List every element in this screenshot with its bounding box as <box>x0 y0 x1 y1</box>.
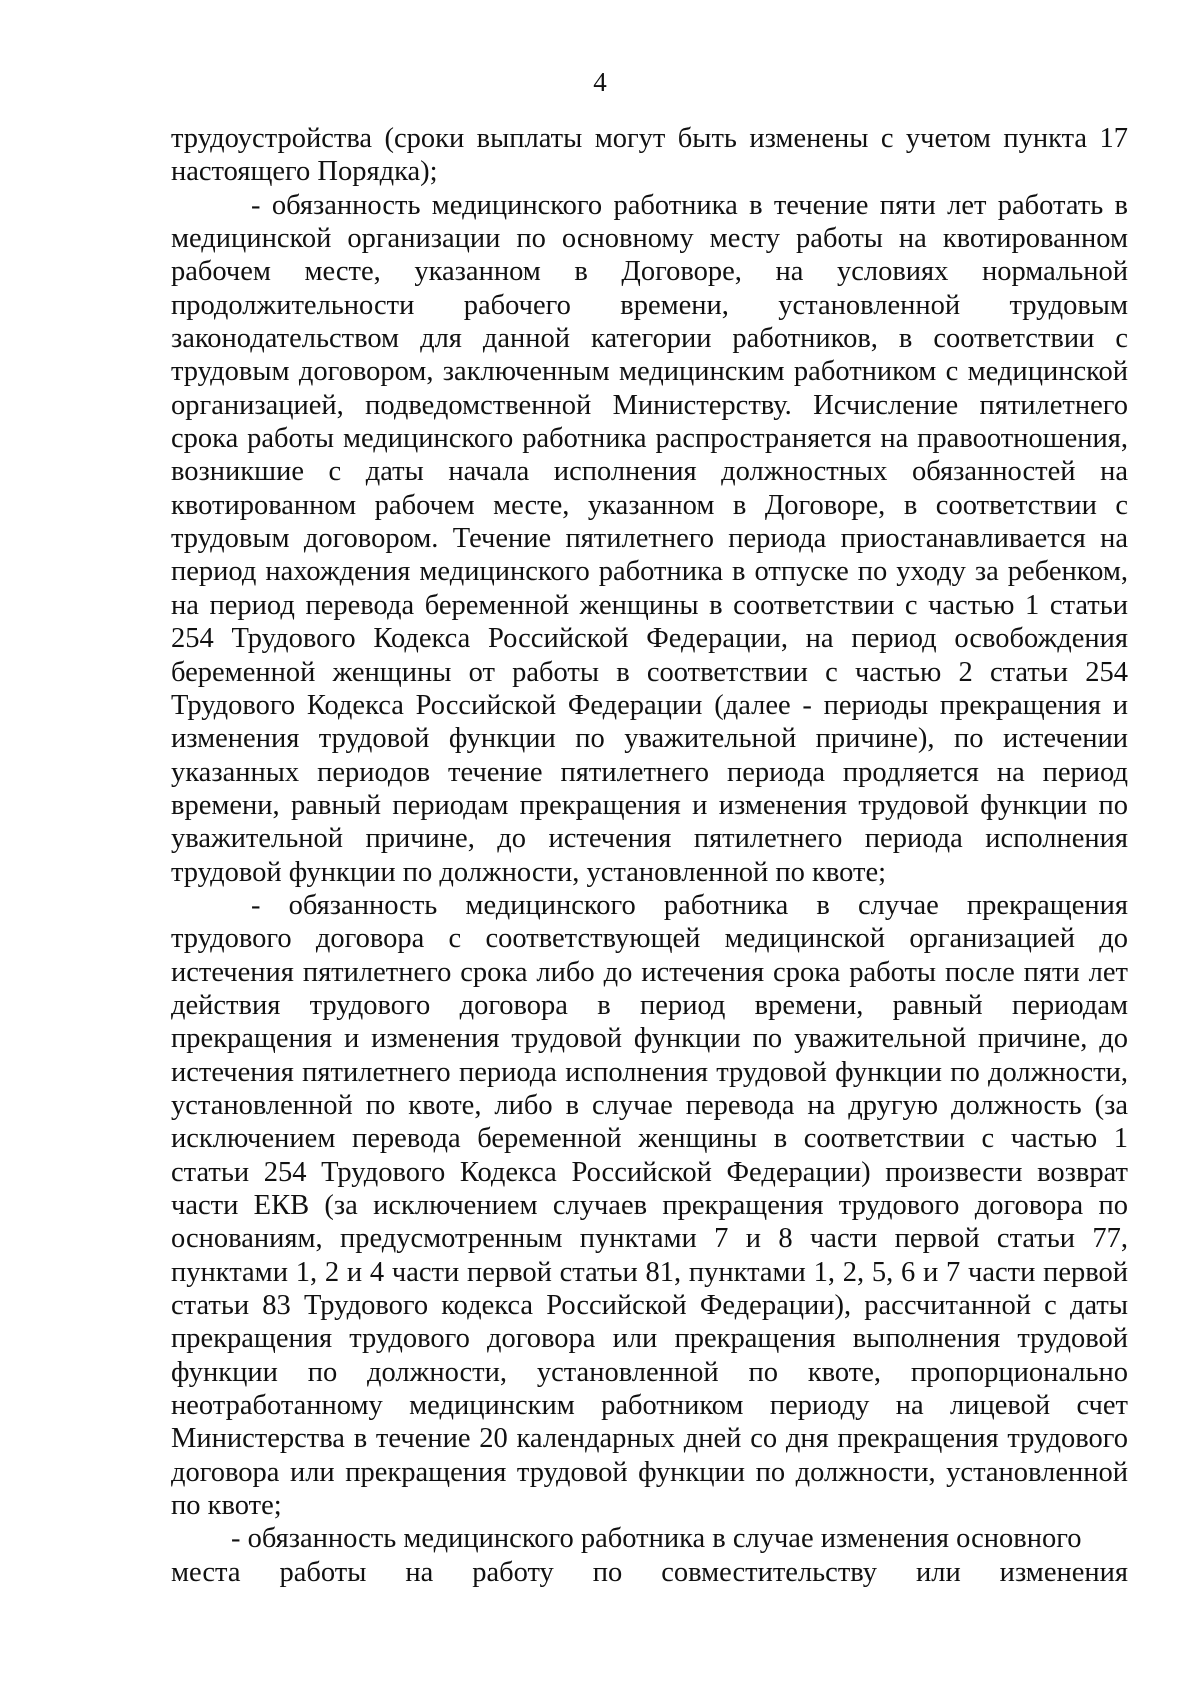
paragraph-obligation-refund: - обязанность медицинского работника в случае прекращения трудового договора с соответствующей медицинской организацией до истечения пятилетнего срока либо до истечения срока работы после пяти лет действия трудового договора в период времени, равный периодам прекращения и изменения трудовой функции по уважительной причине, до истечения пятилетнего периода исполнения трудовой функции по должности, установленной по квоте, либо в случае перевода на другую должность (за исключением перевода беременной женщины в соответствии с частью 1 статьи 254 Трудового Кодекса Российской Федерации) произвести возврат части ЕКВ (за исключением случаев прекращения трудового договора по основаниям, предусмотренным пунктами 7 и 8 части первой статьи 77, пунктами 1, 2 и 4 части первой статьи 81, пунктами 1, 2, 5, 6 и 7 части первой статьи 83 Трудового кодекса Российской Федерации), рассчитанной с даты прекращения трудового договора или прекращения выполнения трудовой функции по должности, установленной по квоте, пропорционально неотработанному медицинским работником периоду на лицевой счет Министерства в течение 20 календарных дней со дня прекращения трудового договора или прекращения трудовой функции по должности, установленной по квоте; <box>171 889 1128 1522</box>
page-number: 4 <box>593 67 607 97</box>
paragraph-obligation-five-years: - обязанность медицинского работника в течение пяти лет работать в медицинской организации по основному месту работы на квотированном рабочем месте, указанном в Договоре, на условиях нормальной продолжительности рабочего времени, установленной трудовым законодательством для данной категории работников, в соответствии с трудовым договором, заключенным медицинским работником с медицинской организацией, подведомственной Министерству. Исчисление пятилетнего срока работы медицинского работника распространяется на правоотношения, возникшие с даты начала исполнения должностных обязанностей на квотированном рабочем месте, указанном в Договоре, в соответствии с трудовым договором. Течение пятилетнего периода приостанавливается на период нахождения медицинского работника в отпуске по уходу за ребенком, на период перевода беременной женщины в соответствии с частью 1 статьи 254 Трудового Кодекса Российской Федерации, на период освобождения беременной женщины от работы в соответствии с частью 2 статьи 254 Трудового Кодекса Российской Федерации (далее - периоды прекращения и изменения трудовой функции по уважительной причине), по истечении указанных периодов течение пятилетнего периода продляется на период времени, равный периодам прекращения и изменения трудовой функции по уважительной причине, до истечения пятилетнего периода исполнения трудовой функции по должности, установленной по квоте; <box>171 189 1128 888</box>
document-body <box>171 122 1128 1589</box>
paragraph-cut-off-line: места работы на работу по совместительству или изменения <box>171 1556 1128 1588</box>
paragraph-first-line: - обязанность медицинского работника в случае изменения основного <box>231 1523 1082 1555</box>
paragraph-continuation: трудоустройства (сроки выплаты могут быть изменены с учетом пункта 17 настоящего Порядка); <box>171 123 1128 188</box>
paragraph-obligation-workplace-change <box>171 1522 1128 1589</box>
